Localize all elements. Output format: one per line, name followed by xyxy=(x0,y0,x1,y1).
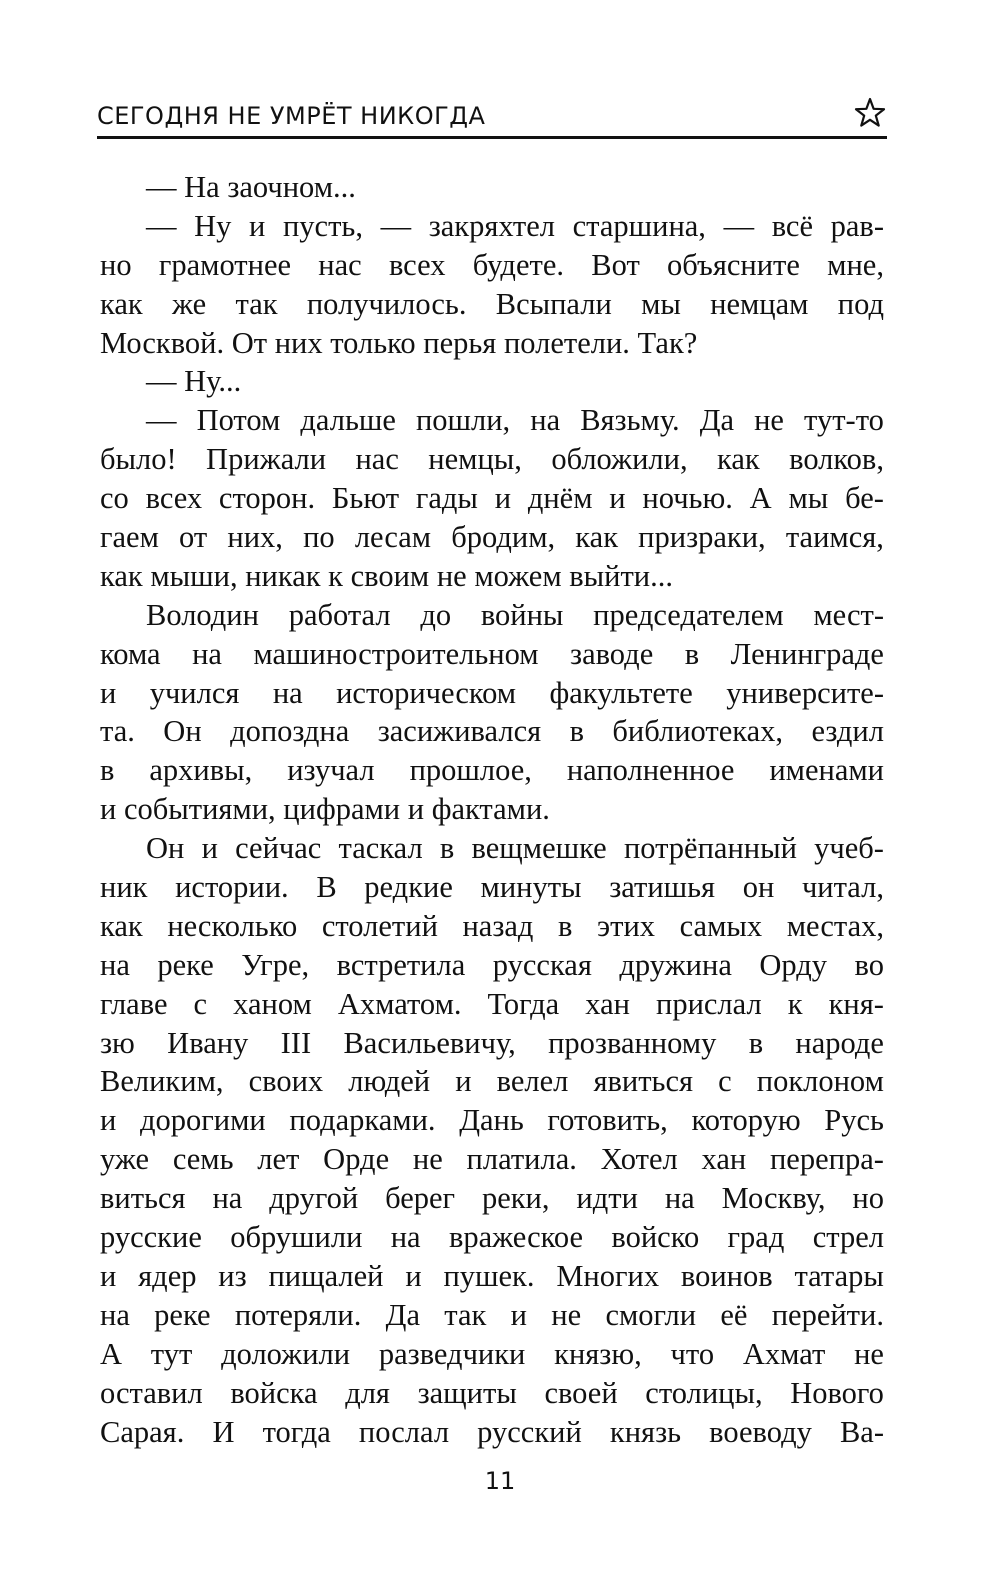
text-line xyxy=(100,1218,884,1257)
text-line xyxy=(100,1413,884,1452)
text-line xyxy=(100,168,884,207)
word: редкие xyxy=(364,870,453,905)
text-line xyxy=(100,518,884,557)
word: и xyxy=(201,831,218,866)
text-line xyxy=(100,1179,884,1218)
text-line xyxy=(100,751,884,790)
text-line xyxy=(100,946,884,985)
word: Ну xyxy=(194,208,232,243)
text-line xyxy=(100,1101,884,1140)
word: университе- xyxy=(726,675,884,710)
word: машиностроительном xyxy=(253,636,539,671)
word: и xyxy=(100,1258,117,1293)
word: как xyxy=(100,908,143,943)
word: дружина xyxy=(619,947,732,982)
word: затишья xyxy=(609,870,716,905)
word: архивы, xyxy=(149,753,253,788)
word: Угре, xyxy=(241,947,310,982)
word: та. xyxy=(100,714,135,749)
word: них, xyxy=(227,520,283,555)
word: Нового xyxy=(790,1375,884,1410)
word: истории. xyxy=(175,870,289,905)
word: Многих xyxy=(556,1258,660,1293)
word: Сарая. xyxy=(100,1414,185,1449)
word: ночью. xyxy=(642,481,733,516)
word: ядер xyxy=(138,1258,197,1293)
word: столицы, xyxy=(645,1375,763,1410)
word: всё xyxy=(771,208,813,243)
word: — xyxy=(146,208,177,243)
word: и xyxy=(494,481,512,516)
word: реке xyxy=(157,947,214,982)
text-line-content: — Ну... xyxy=(146,364,242,399)
word: этих xyxy=(597,908,656,943)
word: Да xyxy=(385,1297,420,1332)
word: он xyxy=(742,870,775,905)
word: сторон. xyxy=(218,481,316,516)
word: допоздна xyxy=(230,714,350,749)
word: Русь xyxy=(824,1103,884,1138)
word: грамотнее xyxy=(158,247,292,282)
word: пушек. xyxy=(443,1258,535,1293)
word: другой xyxy=(269,1181,359,1216)
word: и xyxy=(249,208,266,243)
text-line xyxy=(100,1335,884,1374)
word: на xyxy=(100,1297,130,1332)
text-line xyxy=(100,868,884,907)
word: град xyxy=(727,1220,785,1255)
word: в xyxy=(569,714,584,749)
word: Васильевичу, xyxy=(343,1025,516,1060)
word: смогли xyxy=(605,1297,697,1332)
word: на xyxy=(212,1181,243,1216)
word: наполненное xyxy=(566,753,735,788)
word: всех xyxy=(145,481,203,516)
word: ник xyxy=(100,870,148,905)
word: гады xyxy=(415,481,478,516)
word: русский xyxy=(477,1414,582,1449)
word: заводе xyxy=(570,636,654,671)
word: председателем xyxy=(593,597,784,632)
word: Ахмат xyxy=(742,1336,826,1371)
running-title: СЕГОДНЯ НЕ УМРЁТ НИКОГДА xyxy=(97,102,486,130)
word: получилось. xyxy=(306,286,467,321)
word: вещмешке xyxy=(471,831,607,866)
word: Он xyxy=(163,714,202,749)
word: так xyxy=(235,286,278,321)
word: историческом xyxy=(336,675,517,710)
word: идти xyxy=(576,1181,638,1216)
text-line xyxy=(100,362,884,401)
word: пошли, xyxy=(415,403,511,438)
word: на xyxy=(390,1220,421,1255)
word: платила. xyxy=(466,1142,577,1177)
word: — xyxy=(723,208,755,243)
text-line xyxy=(100,285,884,324)
word: обложили, xyxy=(551,442,688,477)
word: войска xyxy=(230,1375,318,1410)
star-icon xyxy=(853,96,887,130)
word: что xyxy=(670,1336,715,1371)
word: к xyxy=(787,986,803,1021)
word: волков, xyxy=(789,442,884,477)
word: днём xyxy=(527,481,593,516)
word: А xyxy=(749,481,772,516)
text-line xyxy=(100,712,884,751)
word: берег xyxy=(385,1181,456,1216)
word: в xyxy=(684,636,700,671)
word: тогда xyxy=(262,1414,331,1449)
word: на xyxy=(272,675,303,710)
word: Прижали xyxy=(206,442,327,477)
word: всех xyxy=(388,247,446,282)
word: Ивану xyxy=(167,1025,249,1060)
word: для xyxy=(345,1375,390,1410)
word: князь xyxy=(609,1414,682,1449)
word: немцы, xyxy=(428,442,522,477)
text-line xyxy=(100,1140,884,1179)
word: ездил xyxy=(811,714,884,749)
word: татары xyxy=(794,1258,884,1293)
word: пищалей xyxy=(268,1258,384,1293)
word: встретила xyxy=(336,947,466,982)
word: разведчики xyxy=(378,1336,526,1371)
word: объясните xyxy=(667,247,800,282)
word: в xyxy=(100,753,115,788)
word: обрушили xyxy=(230,1220,363,1255)
word: и xyxy=(100,675,117,710)
word: засиживался xyxy=(377,714,542,749)
word: готовить, xyxy=(547,1103,668,1138)
word: учился xyxy=(149,675,240,710)
word: Бьют xyxy=(331,481,400,516)
word: как xyxy=(717,442,760,477)
word: гаем xyxy=(100,520,159,555)
word: в xyxy=(558,908,573,943)
word: — xyxy=(380,208,412,243)
word: не xyxy=(551,1297,582,1332)
word: подарками. xyxy=(289,1103,436,1138)
word: таимся, xyxy=(785,520,884,555)
word: потрёпанный xyxy=(623,831,797,866)
text-line xyxy=(100,324,884,363)
word: мы xyxy=(788,481,829,516)
text-line xyxy=(100,907,884,946)
word: русские xyxy=(100,1220,202,1255)
word: хан xyxy=(585,986,630,1021)
word: бе- xyxy=(845,481,884,516)
text-line xyxy=(100,635,884,674)
word: русская xyxy=(492,947,592,982)
word: мы xyxy=(641,286,681,321)
word: читал, xyxy=(801,870,884,905)
word: мне, xyxy=(827,247,884,282)
word: учеб- xyxy=(814,831,884,866)
word: явиться xyxy=(593,1064,694,1099)
word: главе xyxy=(100,986,168,1021)
word: кня- xyxy=(828,986,884,1021)
word: под xyxy=(837,286,884,321)
text-line xyxy=(100,557,884,596)
text-line xyxy=(100,1062,884,1101)
word: Ленинграде xyxy=(730,636,884,671)
word: Хотел xyxy=(600,1142,678,1177)
word: и xyxy=(455,1064,472,1099)
word: пусть, xyxy=(282,208,363,243)
word: уже xyxy=(100,1142,150,1177)
word: не xyxy=(854,1336,884,1371)
word: своих xyxy=(248,1064,324,1099)
word: было! xyxy=(100,442,177,477)
word: её xyxy=(720,1297,748,1332)
word: таскал xyxy=(338,831,423,866)
word: с xyxy=(718,1064,732,1099)
text-line xyxy=(100,401,884,440)
word: которую xyxy=(691,1103,801,1138)
word: Тогда xyxy=(487,986,560,1021)
text-line xyxy=(100,596,884,635)
word: как xyxy=(100,286,143,321)
word: прислал xyxy=(656,986,762,1021)
word: Да xyxy=(699,403,735,438)
text-line xyxy=(100,1257,884,1296)
word: — xyxy=(146,403,177,438)
word: не xyxy=(412,1142,443,1177)
word: с xyxy=(193,986,208,1021)
text-line-content: и событиями, цифрами и фактами. xyxy=(100,792,550,827)
text-line xyxy=(100,1374,884,1413)
word: из xyxy=(218,1258,247,1293)
text-line xyxy=(100,440,884,479)
word: библиотеках, xyxy=(612,714,784,749)
text-line-content: как мыши, никак к своим не можем выйти... xyxy=(100,558,673,593)
word: Всыпали xyxy=(495,286,612,321)
word: и xyxy=(100,1103,117,1138)
word: старшина, xyxy=(572,208,706,243)
word: А xyxy=(100,1336,123,1371)
word: Потом xyxy=(196,403,281,438)
word: но xyxy=(100,247,132,282)
word: доложили xyxy=(221,1336,351,1371)
word: послал xyxy=(358,1414,450,1449)
word: столетий xyxy=(321,908,438,943)
word: воеводу xyxy=(709,1414,812,1449)
word: Вот xyxy=(591,247,640,282)
word: перейти. xyxy=(771,1297,884,1332)
word: в xyxy=(439,831,455,866)
word: вражеское xyxy=(448,1220,584,1255)
word: и xyxy=(510,1297,527,1332)
word: народе xyxy=(795,1025,884,1060)
body-text xyxy=(100,168,884,1451)
word: Москву, xyxy=(721,1181,826,1216)
word: факультете xyxy=(549,675,693,710)
word: Володин xyxy=(146,597,259,632)
word: как xyxy=(575,520,619,555)
word: кома xyxy=(100,636,161,671)
word: нас xyxy=(318,247,362,282)
word: нас xyxy=(355,442,399,477)
word: поклоном xyxy=(756,1064,884,1099)
word: со xyxy=(100,481,129,516)
word: оставил xyxy=(100,1375,203,1410)
word: ханом xyxy=(233,986,312,1021)
text-line xyxy=(100,207,884,246)
word: сейчас xyxy=(235,831,322,866)
word: Он xyxy=(146,831,185,866)
word: виться xyxy=(100,1181,186,1216)
word: Великим, xyxy=(100,1064,224,1099)
text-line xyxy=(100,674,884,713)
word: работал xyxy=(288,597,391,632)
word: прошлое, xyxy=(409,753,532,788)
word: тут-то xyxy=(804,403,884,438)
word: же xyxy=(172,286,207,321)
word: в xyxy=(748,1025,764,1060)
word: и xyxy=(609,481,626,516)
word: немцам xyxy=(710,286,809,321)
word: зю xyxy=(100,1025,135,1060)
text-line xyxy=(100,246,884,285)
word: тут xyxy=(150,1336,193,1371)
word: лет xyxy=(257,1142,300,1177)
word: лесам xyxy=(354,520,432,555)
word: будете. xyxy=(472,247,564,282)
text-line xyxy=(100,479,884,518)
word: не xyxy=(754,403,784,438)
text-line-content: Москвой. От них только перья полетели. Так? xyxy=(100,325,698,360)
word: до xyxy=(420,597,452,632)
word: князю, xyxy=(554,1336,642,1371)
word: но xyxy=(852,1181,884,1216)
word: рав- xyxy=(830,208,884,243)
text-line xyxy=(100,829,884,868)
word: реки, xyxy=(481,1181,550,1216)
word: на xyxy=(530,403,561,438)
word: мест- xyxy=(813,597,884,632)
word: стрел xyxy=(812,1220,884,1255)
word: перепра- xyxy=(769,1142,884,1177)
word: семь xyxy=(172,1142,234,1177)
word: воинов xyxy=(680,1258,773,1293)
text-line xyxy=(100,985,884,1024)
word: прозванному xyxy=(548,1025,717,1060)
word: закряхтел xyxy=(428,208,555,243)
word: назад xyxy=(462,908,534,943)
word: И xyxy=(212,1414,235,1449)
word: на xyxy=(100,947,130,982)
word: войны xyxy=(480,597,564,632)
word: дальше xyxy=(300,403,396,438)
word: так xyxy=(444,1297,487,1332)
page-number: 11 xyxy=(484,1467,516,1495)
word: местах, xyxy=(786,908,884,943)
word: от xyxy=(179,520,208,555)
word: дорогими xyxy=(139,1103,266,1138)
word: изучал xyxy=(287,753,375,788)
text-line xyxy=(100,790,884,829)
word: Орде xyxy=(323,1142,390,1177)
word: Вязьму. xyxy=(580,403,680,438)
word: бродим, xyxy=(451,520,556,555)
word: потеряли. xyxy=(234,1297,362,1332)
word: призраки, xyxy=(638,520,766,555)
word: на xyxy=(192,636,222,671)
word: своей xyxy=(544,1375,618,1410)
word: минуты xyxy=(480,870,582,905)
word: В xyxy=(316,870,337,905)
word: на xyxy=(664,1181,695,1216)
text-line xyxy=(100,1024,884,1063)
word: защиты xyxy=(417,1375,517,1410)
word: Орду xyxy=(759,947,828,982)
word: велел xyxy=(496,1064,569,1099)
word: войско xyxy=(611,1220,700,1255)
word: Дань xyxy=(459,1103,524,1138)
word: несколько xyxy=(167,908,298,943)
text-line-content: — На заочном... xyxy=(146,170,356,204)
word: людей xyxy=(348,1064,431,1099)
word: хан xyxy=(701,1142,747,1177)
word: реке xyxy=(154,1297,211,1332)
word: Ва- xyxy=(839,1414,884,1449)
text-line xyxy=(100,1296,884,1335)
word: III xyxy=(280,1025,312,1060)
running-header xyxy=(97,96,887,139)
word: самых xyxy=(679,908,763,943)
word: именами xyxy=(769,753,884,788)
word: во xyxy=(854,947,884,982)
word: Ахматом. xyxy=(337,986,462,1021)
word: по xyxy=(303,520,335,555)
word: и xyxy=(405,1258,422,1293)
